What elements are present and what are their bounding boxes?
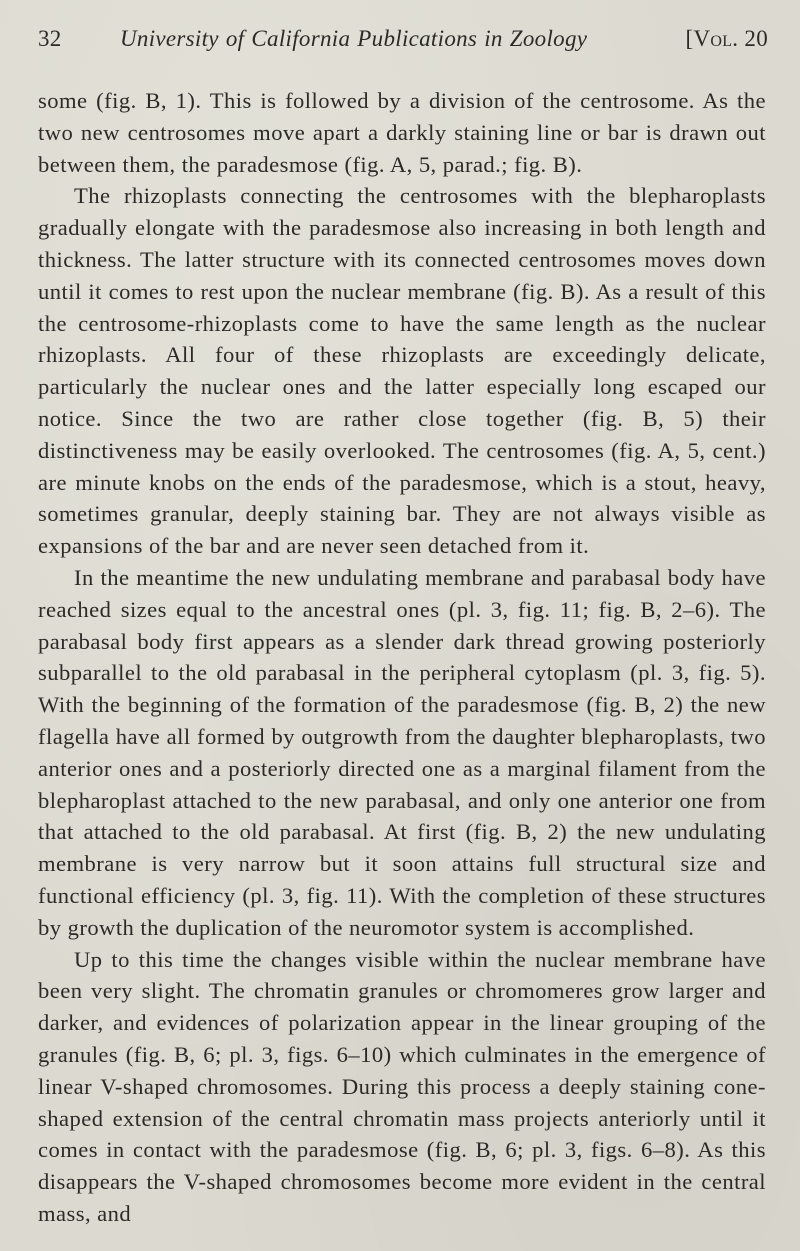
paragraph: Up to this time the changes visible within the nuclear membrane have been very slight. The chromatin granules or chromomeres grow larger and darker, and evidences of polarization appear in the linear grouping of the granules (fig. B, 6; pl. 3, figs. 6–10) which culminates in the emergence of linear V-shaped chromosomes. During this process a deeply staining cone-shaped extension of the central chromatin mass projects anteriorly until it comes in contact with the paradesmose (fig. B, 6; pl. 3, figs. 6–8). As this disappears the V-shaped chromosomes become more evident in the central mass, and (38, 946, 766, 1226)
paragraph: In the meantime the new undulating membrane and parabasal body have reached sizes equal to the ancestral ones (pl. 3, fig. 11; fig. B, 2–6). The parabasal body first appears as a slender dark thread growing posteriorly subparallel to the old parabasal in the peripheral cytoplasm (pl. 3, fig. 5). With the beginning of the formation of the paradesmose (fig. B, 2) the new flagella have all formed by outgrowth from the daughter blepharoplasts, two anterior ones and a posteriorly directed one as a marginal filament from the blepharoplast attached to the new parabasal, and only one anterior one from that attached to the old parabasal. At first (fig. B, 2) the new undulating membrane is very narrow but it soon attains full structural size and functional efficiency (pl. 3, fig. 11). With the completion of these structures by growth the duplication of the neuromotor system is accomplished. (38, 564, 766, 940)
paragraph: The rhizoplasts connecting the centrosomes with the blepharoplasts gradually elongate with the paradesmose also increasing in both length and thickness. The latter structure with its connected centrosomes moves down until it comes to rest upon the nuclear membrane (fig. B). As a result of this the centrosome-rhizoplasts come to have the same length as the nuclear rhizoplasts. All four of these rhizoplasts are exceedingly delicate, particularly the nuclear ones and the latter especially long escaped our notice. Since the two are rather close together (fig. B, 5) their distinctiveness may be easily overlooked. The centrosomes (fig. A, 5, cent.) are minute knobs on the ends of the paradesmose, which is a stout, heavy, sometimes granular, deeply staining bar. They are not always visible as expansions of the bar and are never seen detached from it. (38, 183, 766, 559)
page-number: 32 (38, 26, 62, 51)
volume-label: [Vol. 20 (685, 26, 768, 51)
paragraph: some (fig. B, 1). This is followed by a division of the centrosome. As the two new centrosomes move apart a darkly staining line or bar is drawn out between them, the paradesmose (fig. A, 5, parad.; fig. B). (38, 88, 766, 177)
page-header (38, 24, 768, 54)
body-text (38, 85, 766, 1230)
running-title: University of California Publications in Zoology (120, 26, 588, 51)
